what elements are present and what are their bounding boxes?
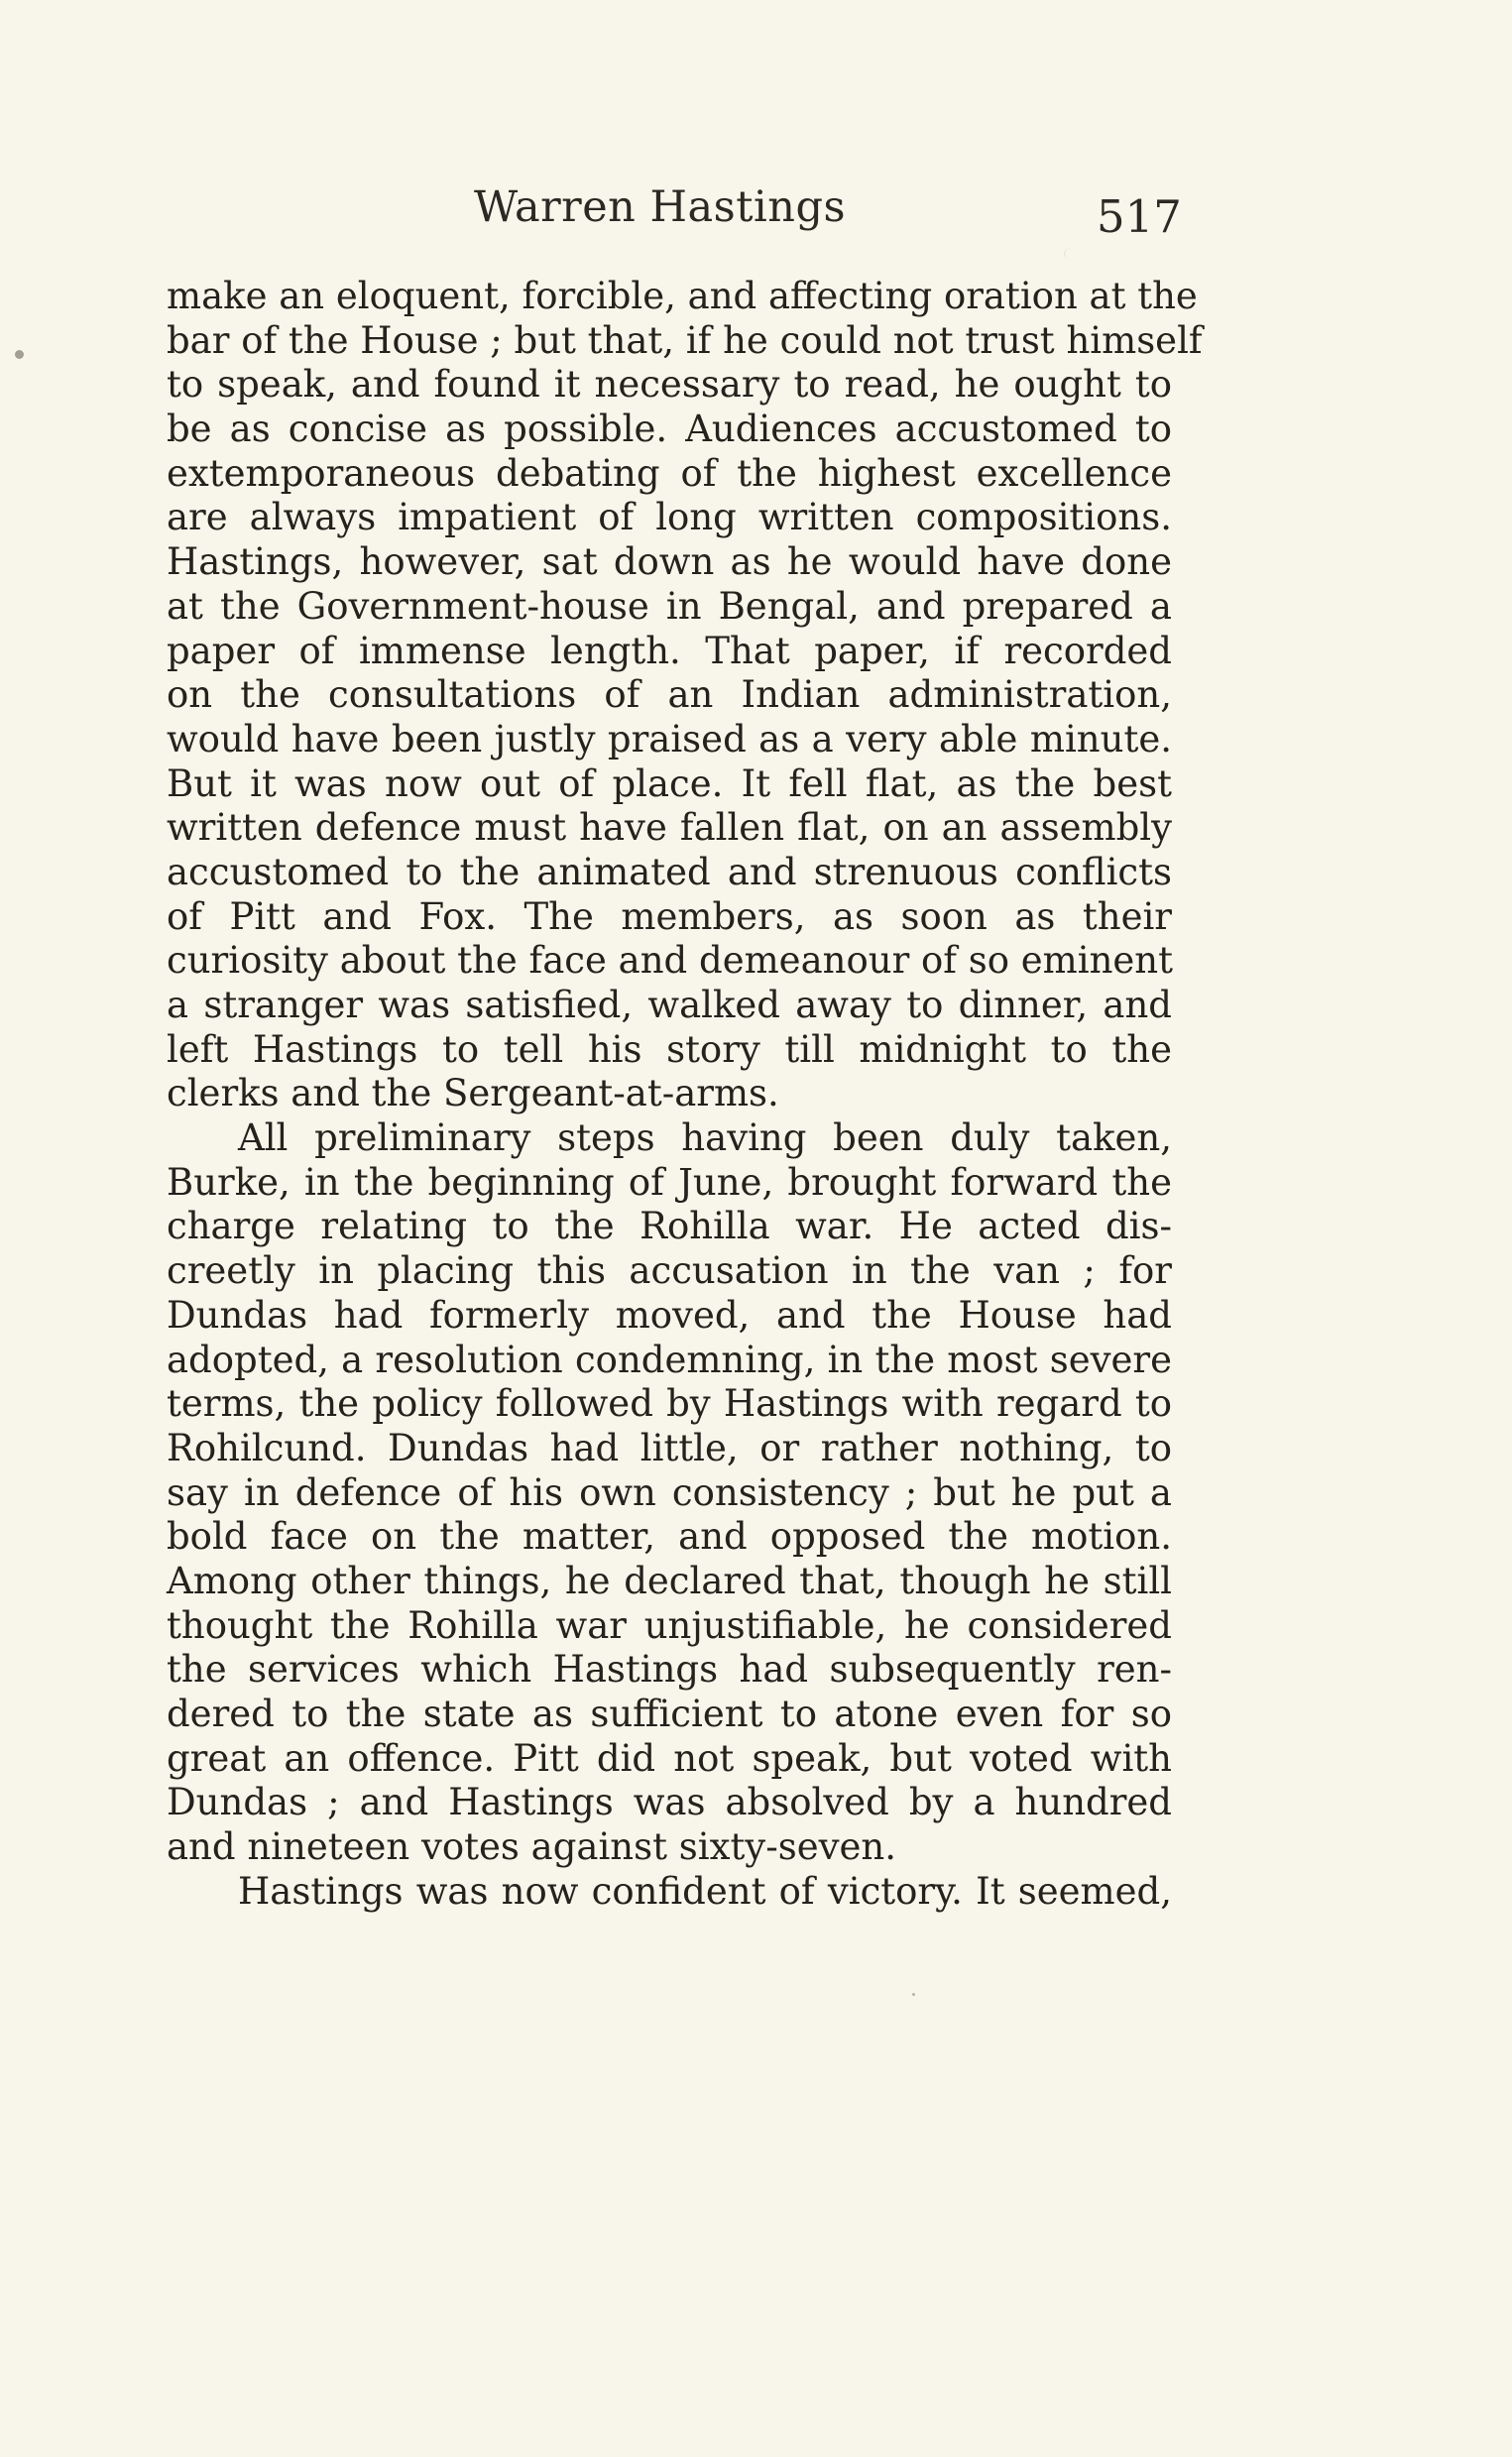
body-text	[167, 275, 1203, 1914]
text-line: be as concise as possible. Audiences accustomed to	[167, 408, 1172, 451]
text-line-paragraph-end: and nineteen votes against sixty-seven.	[167, 1825, 896, 1869]
running-header-title: Warren Hastings	[474, 182, 847, 232]
text-line: paper of immense length. That paper, if recorded	[167, 629, 1172, 672]
page-speck	[15, 350, 24, 359]
text-line: the services which Hastings had subsequently ren-	[167, 1648, 1172, 1692]
page-number: 517	[1097, 190, 1182, 243]
text-line: say in defence of his own consistency ; but he put a	[167, 1470, 1172, 1514]
text-line: dered to the state as sufficient to atone even for so	[167, 1693, 1172, 1735]
text-line: accustomed to the animated and strenuous conflicts	[167, 850, 1172, 893]
text-line: bold face on the matter, and opposed the motion.	[167, 1515, 1172, 1559]
text-line: bar of the House ; but that, if he could not trust himself	[167, 318, 1203, 362]
text-line: a stranger was satisfied, walked away to dinner, and	[167, 984, 1172, 1026]
paper-smudge	[1064, 248, 1081, 260]
text-line: are always impatient of long written compositions.	[167, 496, 1172, 539]
text-line: written defence must have fallen flat, on an assembly	[167, 806, 1172, 850]
text-line: thought the Rohilla war unjustifiable, he considered	[167, 1603, 1172, 1647]
text-line: Rohilcund. Dundas had little, or rather nothing, to	[167, 1426, 1172, 1469]
text-line: to speak, and found it necessary to read, he ought to	[167, 363, 1172, 407]
text-line: Dundas ; and Hastings was absolved by a hundred	[167, 1781, 1172, 1824]
text-line: charge relating to the Rohilla war. He acted dis-	[167, 1205, 1172, 1248]
text-line: But it was now out of place. It fell flat, as the best	[167, 761, 1172, 805]
text-line: of Pitt and Fox. The members, as soon as their	[167, 894, 1172, 938]
text-line: on the consultations of an Indian administration,	[167, 673, 1172, 717]
text-line: Burke, in the beginning of June, brought forward the	[167, 1160, 1172, 1204]
text-line-paragraph-start: All preliminary steps having been duly taken,	[238, 1116, 1172, 1160]
text-line: would have been justly praised as a very able minute.	[167, 717, 1172, 760]
paper-dot	[912, 1993, 915, 1996]
text-line-paragraph-end: clerks and the Sergeant-at-arms.	[167, 1072, 779, 1115]
text-line: extemporaneous debating of the highest excellence	[167, 451, 1172, 495]
text-line: great an offence. Pitt did not speak, but voted with	[167, 1736, 1172, 1780]
text-line: adopted, a resolution condemning, in the most severe	[167, 1338, 1172, 1381]
text-line: at the Government-house in Bengal, and prepared a	[167, 584, 1172, 628]
text-line: make an eloquent, forcible, and affecting oration at the	[167, 275, 1198, 317]
text-line: terms, the policy followed by Hastings with regard to	[167, 1382, 1172, 1426]
text-line: creetly in placing this accusation in the van ; for	[167, 1249, 1172, 1293]
text-line: Among other things, he declared that, though he still	[167, 1559, 1172, 1602]
text-line: Hastings, however, sat down as he would have done	[167, 540, 1172, 584]
text-line: left Hastings to tell his story till midnight to the	[167, 1027, 1172, 1071]
text-line: Dundas had formerly moved, and the House had	[167, 1293, 1172, 1337]
text-line: curiosity about the face and demeanour of so eminent	[167, 939, 1174, 983]
text-line-paragraph-start: Hastings was now confident of victory. It seemed,	[238, 1869, 1172, 1913]
